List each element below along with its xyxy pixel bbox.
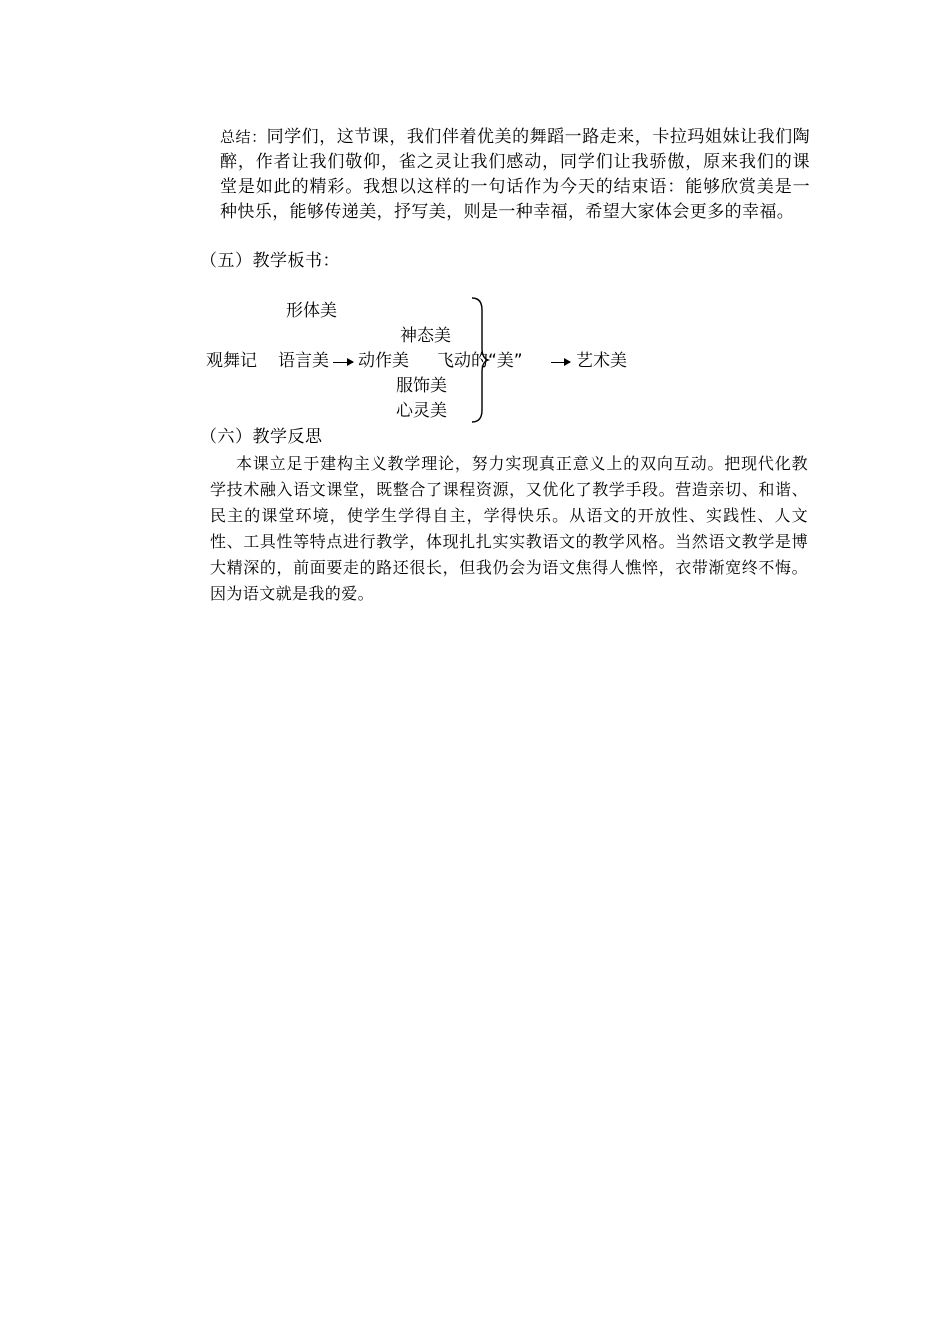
summary-text: 同学们，这节课，我们伴着优美的舞蹈一路走来，卡拉玛姐妹让我们陶醉，作者让我们敬仰，雀之灵让我们感动，同学们让我骄傲，原来我们的课堂是如此的精彩。我想以这样的一句话作为今天的结束语：能够欣赏美是一种快乐，能够传递美，抒写美，则是一种幸福，希望大家体会更多的幸福。 xyxy=(220,127,810,222)
reflection-paragraph: 本课立足于建构主义教学理论，努力实现真正意义上的双向互动。把现代化教学技术融入语文课堂，既整合了课程资源，又优化了教学手段。营造亲切、和谐、民主的课堂环境，使学生学得自主，学得快乐。从语文的开放性、实践性、人文性、工具性等特点进行教学，体现扎扎实实教语文的教学风格。当然语文教学是博大精深的，前面要走的路还很长，但我仍会为语文焦得人憔悴，衣带渐宽终不悔。因为语文就是我的爱。 xyxy=(210,454,808,603)
board-motion-beauty: 动作美 xyxy=(358,351,409,371)
board-flying-beauty: 飞动的“美” xyxy=(437,351,523,371)
board-form-beauty: 形体美 xyxy=(286,301,337,321)
right-brace-icon xyxy=(470,296,490,424)
board-language-beauty: 语言美 xyxy=(278,351,329,371)
section-heading-reflection: （六）教学反思 xyxy=(200,427,323,447)
arrow-icon xyxy=(333,362,353,363)
arrow-icon xyxy=(551,362,570,363)
summary-lead: 总结： xyxy=(220,128,267,146)
board-soul-beauty: 心灵美 xyxy=(396,401,447,421)
board-costume-beauty: 服饰美 xyxy=(396,376,447,396)
section-heading-blackboard: （五）教学板书： xyxy=(200,251,340,271)
board-spirit-beauty: 神态美 xyxy=(400,326,451,346)
board-art-beauty: 艺术美 xyxy=(576,351,627,371)
board-root-title: 观舞记 xyxy=(206,351,257,371)
